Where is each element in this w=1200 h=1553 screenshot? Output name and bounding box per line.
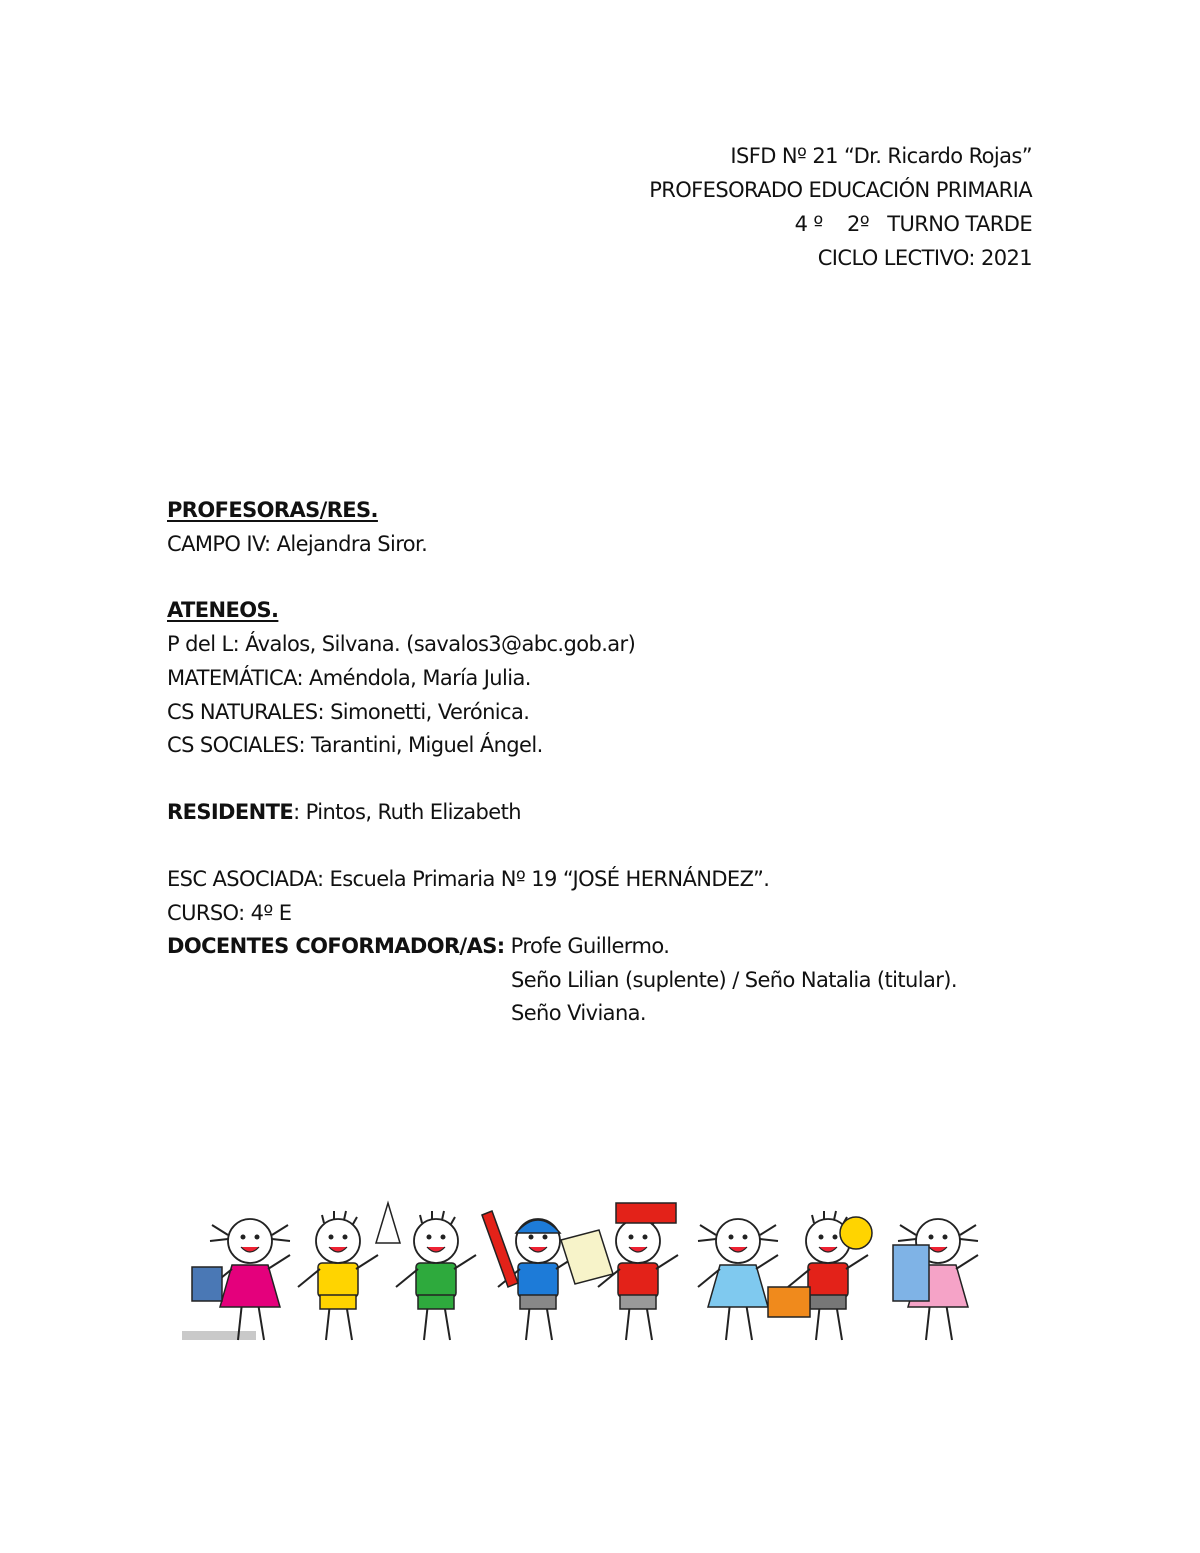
magnifier-icon — [840, 1217, 872, 1249]
residente-value: : Pintos, Ruth Elizabeth — [293, 800, 521, 824]
docentes-line — [167, 930, 669, 963]
program-name: PROFESORADO EDUCACIÓN PRIMARIA — [649, 178, 1032, 202]
school-item-icon — [376, 1203, 400, 1243]
watermark-strip — [182, 1331, 256, 1340]
school-year: CICLO LECTIVO: 2021 — [817, 246, 1032, 270]
campo-line: CAMPO IV: Alejandra Siror. — [167, 532, 428, 556]
school-item-icon — [192, 1267, 222, 1301]
ateneo-item: MATEMÁTICA: Améndola, María Julia. — [167, 666, 531, 690]
residente-line — [167, 796, 521, 829]
school-item-icon — [616, 1203, 676, 1223]
profesores-heading: PROFESORAS/RES. — [167, 498, 378, 522]
school-item-icon — [893, 1245, 929, 1301]
course-info: 4 º 2º TURNO TARDE — [794, 212, 1032, 236]
docente-item: Seño Viviana. — [511, 1001, 647, 1025]
ateneo-item: P del L: Ávalos, Silvana. (savalos3@abc.gob.ar) — [167, 632, 636, 656]
docentes-label: DOCENTES COFORMADOR/AS: — [167, 934, 505, 958]
children-illustration-icon — [178, 1195, 1020, 1350]
escuela-asociada: ESC ASOCIADA: Escuela Primaria Nº 19 “JOSÉ HERNÁNDEZ”. — [167, 867, 770, 891]
child-figure — [396, 1211, 476, 1340]
child-figure — [298, 1211, 378, 1340]
residente-label: RESIDENTE — [167, 800, 294, 824]
school-item-icon — [482, 1211, 518, 1287]
school-item-icon — [561, 1230, 613, 1284]
docente-item: Seño Lilian (suplente) / Seño Natalia (titular). — [511, 968, 957, 992]
institution-name: ISFD Nº 21 “Dr. Ricardo Rojas” — [730, 144, 1032, 168]
ateneo-item: CS NATURALES: Simonetti, Verónica. — [167, 700, 530, 724]
curso-line: CURSO: 4º E — [167, 901, 292, 925]
child-figure — [698, 1219, 778, 1340]
school-item-icon — [768, 1287, 810, 1317]
docente-item: Profe Guillermo. — [504, 934, 670, 958]
ateneo-item: CS SOCIALES: Tarantini, Miguel Ángel. — [167, 733, 543, 757]
ateneos-heading: ATENEOS. — [167, 598, 279, 622]
